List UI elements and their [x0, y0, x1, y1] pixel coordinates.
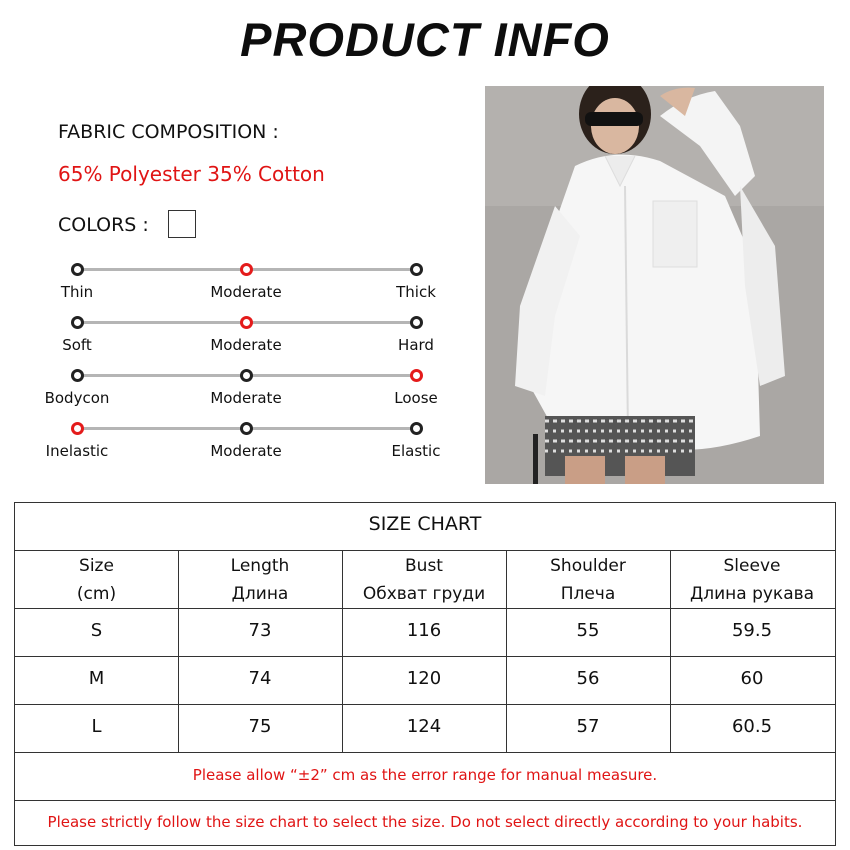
- softness-scale: [30, 316, 470, 368]
- table-cell: 75: [248, 716, 272, 737]
- table-cell: 60: [740, 668, 764, 689]
- scale-dot-middle: [240, 369, 253, 382]
- table-cell: L: [91, 716, 102, 737]
- header-line1: Length: [230, 556, 290, 576]
- header-length: [178, 552, 342, 608]
- scale-label-right: Hard: [398, 336, 434, 354]
- scale-label-right: Elastic: [391, 442, 441, 460]
- scale-dot-left: [71, 369, 84, 382]
- table-divider: [15, 656, 835, 657]
- scale-label-left: Inelastic: [45, 442, 109, 460]
- table-cell: 116: [406, 620, 442, 641]
- table-divider: [15, 800, 835, 801]
- table-cell: 59.5: [731, 620, 773, 641]
- scale-label-middle: Moderate: [210, 442, 282, 460]
- fabric-composition-label: FABRIC COMPOSITION :: [58, 121, 279, 143]
- table-divider: [15, 752, 835, 753]
- table-divider: [15, 704, 835, 705]
- elasticity-scale: [30, 422, 470, 474]
- header-bust: [342, 552, 506, 608]
- scale-label-left: Bodycon: [44, 389, 110, 407]
- table-cell: 56: [576, 668, 600, 689]
- header-line2: (cm): [76, 584, 117, 604]
- table-cell: 57: [576, 716, 600, 737]
- header-line1: Sleeve: [723, 556, 781, 576]
- header-line2: Плеча: [560, 584, 616, 604]
- scale-dot-middle: [240, 316, 253, 329]
- color-swatch-white[interactable]: [168, 210, 196, 238]
- scale-label-right: Loose: [394, 389, 438, 407]
- scale-dot-left: [71, 422, 84, 435]
- table-cell: S: [90, 620, 103, 641]
- product-photo: [485, 86, 824, 484]
- table-cell: 60.5: [731, 716, 773, 737]
- scale-dot-right: [410, 316, 423, 329]
- size-selection-note: Please strictly follow the size chart to select the size. Do not select directly according to your habits.: [47, 813, 803, 831]
- header-line2: Длина рукава: [689, 584, 815, 604]
- table-divider: [15, 550, 835, 551]
- scale-label-middle: Moderate: [210, 389, 282, 407]
- scale-label-middle: Moderate: [210, 283, 282, 301]
- size-chart-table: [14, 502, 836, 846]
- fabric-composition-value: 65% Polyester 35% Cotton: [58, 162, 325, 186]
- table-cell: 74: [248, 668, 272, 689]
- scale-dot-right: [410, 422, 423, 435]
- header-line1: Bust: [405, 556, 443, 576]
- size-chart-title: SIZE CHART: [368, 513, 482, 535]
- scale-dot-middle: [240, 422, 253, 435]
- header-size: [15, 552, 178, 608]
- scale-dot-right: [410, 369, 423, 382]
- header-line1: Shoulder: [550, 556, 626, 576]
- table-cell: 124: [406, 716, 442, 737]
- header-line2: Длина: [231, 584, 289, 604]
- scale-dot-right: [410, 263, 423, 276]
- header-sleeve: [670, 552, 834, 608]
- scale-label-middle: Moderate: [210, 336, 282, 354]
- scale-label-left: Soft: [62, 336, 92, 354]
- table-divider: [15, 608, 835, 609]
- header-line1: Size: [79, 556, 114, 576]
- header-line2: Обхват груди: [362, 584, 486, 604]
- scale-label-left: Thin: [60, 283, 94, 301]
- scale-dot-left: [71, 263, 84, 276]
- fit-scale: [30, 369, 470, 421]
- scale-dot-middle: [240, 263, 253, 276]
- table-cell: 120: [406, 668, 442, 689]
- scale-dot-left: [71, 316, 84, 329]
- table-cell: M: [88, 668, 105, 689]
- table-cell: 73: [248, 620, 272, 641]
- colors-label: COLORS :: [58, 214, 149, 236]
- table-cell: 55: [576, 620, 600, 641]
- measurement-error-note: Please allow “±2” cm as the error range for manual measure.: [192, 766, 658, 784]
- thickness-scale: [30, 263, 470, 315]
- header-shoulder: [506, 552, 670, 608]
- model-in-white-shirt-illustration: [485, 86, 824, 484]
- page-title: PRODUCT INFO: [240, 13, 610, 66]
- scale-label-right: Thick: [396, 283, 436, 301]
